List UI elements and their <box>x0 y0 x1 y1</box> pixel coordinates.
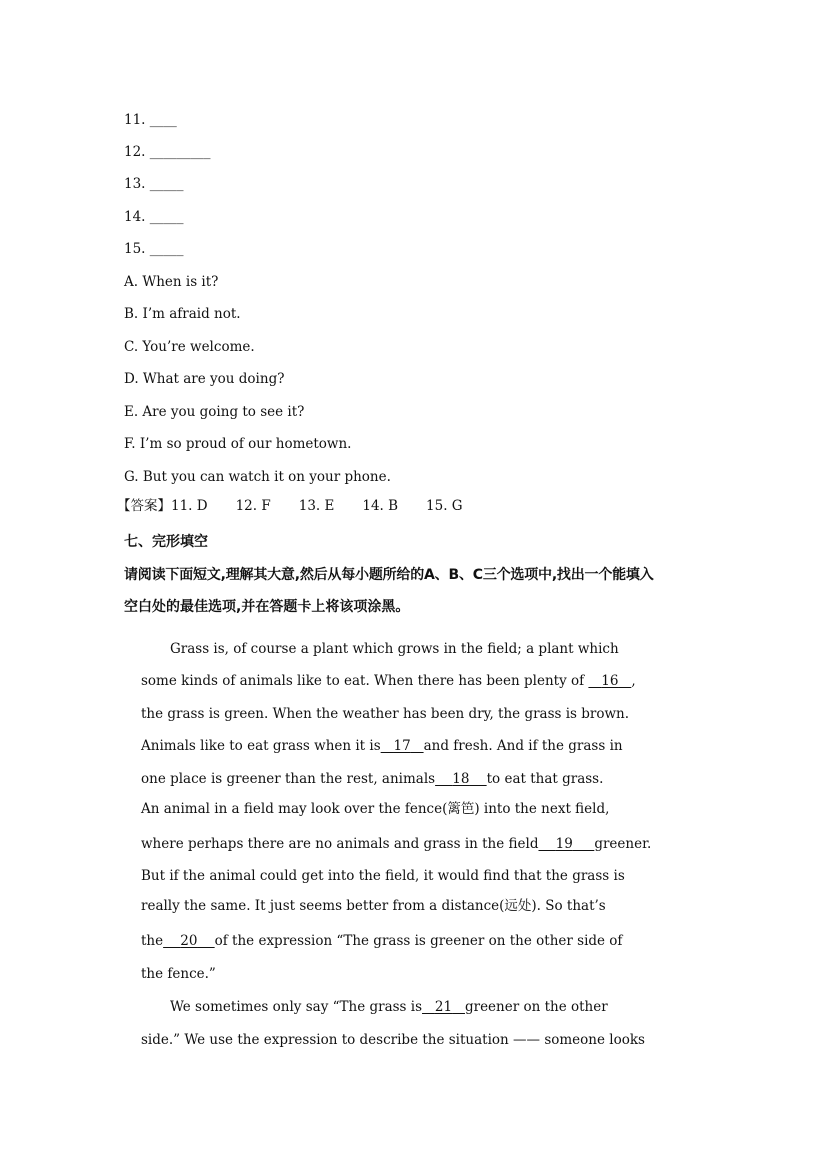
passage-line: one place is greener than the rest, animals 18 to eat that grass. <box>141 771 604 787</box>
passage-line: Animals like to eat grass when it is 17 and fresh. And if the grass in <box>141 738 623 754</box>
question-number: 11. <box>124 112 146 128</box>
answer-blank: _____ <box>149 241 184 257</box>
question-13 <box>124 178 184 192</box>
passage-line: the 20 of the expression “The grass is greener on the other side of <box>141 933 623 949</box>
passage-line: Grass is, of course a plant which grows in the field; a plant which <box>170 641 619 657</box>
passage-line: But if the animal could get into the field, it would find that the grass is <box>141 868 625 884</box>
option-a: A. When is it? <box>124 274 219 290</box>
question-number: 12. <box>124 144 146 160</box>
passage-line: the grass is green. When the weather has been dry, the grass is brown. <box>141 706 630 722</box>
passage-line: An animal in a field may look over the fence(篱笆) into the next field, <box>141 801 610 817</box>
question-15 <box>124 243 184 257</box>
option-f: F. I’m so proud of our hometown. <box>124 436 352 452</box>
cloze-blank-17: 17 <box>393 738 411 754</box>
cloze-blank-19: 19 <box>555 836 573 852</box>
passage-line: We sometimes only say “The grass is 21 greener on the other <box>170 999 608 1015</box>
answer-item: 13. E <box>298 498 335 514</box>
answer-key <box>117 500 463 514</box>
cloze-blank-20: 20 <box>180 933 198 949</box>
question-12 <box>124 146 211 160</box>
question-11 <box>124 114 177 128</box>
question-number: 13. <box>124 176 146 192</box>
section-instruction: 请阅读下面短文,理解其大意,然后从每小题所给的A、B、C三个选项中,找出一个能填入 <box>124 567 654 583</box>
passage-line: really the same. It just seems better from a distance(远处). So that’s <box>141 898 606 914</box>
question-number: 15. <box>124 241 146 257</box>
section-instruction-cont: 空白处的最佳选项,并在答题卡上将该项涂黑。 <box>124 599 410 615</box>
answer-label: 【答案】 <box>117 498 171 514</box>
answer-item: 14. B <box>362 498 399 514</box>
passage-line: some kinds of animals like to eat. When there has been plenty of 16 , <box>141 673 636 689</box>
question-number: 14. <box>124 209 146 225</box>
option-d: D. What are you doing? <box>124 371 285 387</box>
cloze-blank-16: 16 <box>601 673 619 689</box>
answer-item: 15. G <box>426 498 463 514</box>
answer-blank: ____ <box>149 112 177 128</box>
cloze-blank-18: 18 <box>452 771 470 787</box>
option-b: B. I’m afraid not. <box>124 306 241 322</box>
answer-blank: _____ <box>149 209 184 225</box>
answer-blank: _________ <box>149 144 211 160</box>
option-c: C. You’re welcome. <box>124 339 255 355</box>
question-14 <box>124 211 184 225</box>
cloze-blank-21: 21 <box>434 999 453 1015</box>
option-e: E. Are you going to see it? <box>124 404 305 420</box>
section-title: 七、完形填空 <box>124 534 208 550</box>
answer-blank: _____ <box>149 176 184 192</box>
answer-item: 12. F <box>235 498 271 514</box>
passage-line: side.” We use the expression to describe the situation —— someone looks <box>141 1032 645 1048</box>
passage-line: the fence.” <box>141 966 216 982</box>
answer-item: 11. D <box>171 498 208 514</box>
passage-line: where perhaps there are no animals and grass in the field 19 greener. <box>141 836 652 852</box>
option-g: G. But you can watch it on your phone. <box>124 469 391 485</box>
